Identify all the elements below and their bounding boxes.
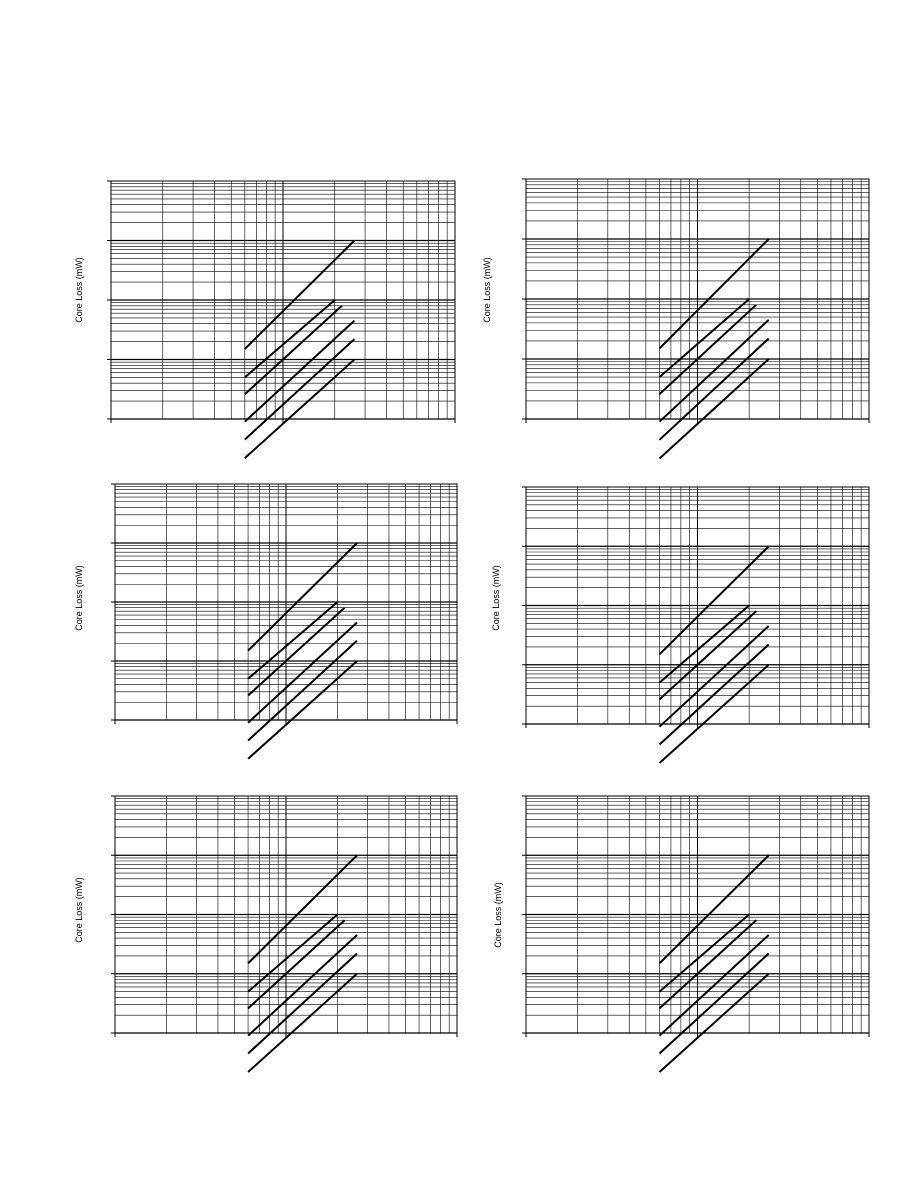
data-series xyxy=(245,241,355,459)
grid xyxy=(115,796,457,1033)
series-line-2 xyxy=(660,915,750,992)
y-axis-label: Core Loss (mW) xyxy=(73,257,84,323)
series-line-5 xyxy=(248,954,357,1054)
series-line-6 xyxy=(660,359,769,459)
y-axis-label: Core Loss (mW) xyxy=(73,877,84,943)
series-line-2 xyxy=(660,299,750,377)
series-line-2 xyxy=(248,602,337,679)
series-line-3 xyxy=(245,306,342,395)
chart-panel-4 xyxy=(526,487,869,724)
series-line-5 xyxy=(660,339,769,440)
y-axis-label: Core Loss (mW) xyxy=(73,565,84,631)
chart-panel-3 xyxy=(115,484,457,720)
series-line-2 xyxy=(245,300,335,377)
grid xyxy=(526,796,869,1033)
series-line-4 xyxy=(660,935,769,1036)
data-series xyxy=(660,855,769,1072)
series-line-6 xyxy=(660,665,769,763)
series-line-2 xyxy=(248,915,337,992)
chart-plot-area xyxy=(115,796,457,1033)
y-axis-label: Core Loss (mW) xyxy=(490,565,501,631)
grid xyxy=(526,487,869,724)
axis-ticks xyxy=(111,484,457,724)
series-line-1 xyxy=(248,855,357,963)
axis-ticks xyxy=(522,796,869,1037)
series-line-4 xyxy=(248,623,357,723)
chart-plot-area xyxy=(526,796,869,1033)
chart-plot-area xyxy=(115,484,457,720)
series-line-6 xyxy=(248,661,357,759)
series-line-5 xyxy=(660,954,769,1054)
series-line-1 xyxy=(660,855,769,963)
series-line-2 xyxy=(660,606,750,683)
y-axis-label: Core Loss (mW) xyxy=(492,882,503,948)
series-line-1 xyxy=(660,546,769,654)
series-line-3 xyxy=(248,608,345,696)
grid xyxy=(115,484,457,720)
series-line-3 xyxy=(660,305,757,394)
series-line-1 xyxy=(660,239,769,348)
axis-ticks xyxy=(522,179,869,423)
series-line-1 xyxy=(245,241,355,350)
chart-panel-1 xyxy=(111,181,455,419)
series-line-3 xyxy=(248,920,345,1008)
chart-plot-area xyxy=(526,487,869,724)
series-line-1 xyxy=(248,543,357,651)
axis-ticks xyxy=(522,487,869,728)
data-series xyxy=(660,239,769,459)
axis-ticks xyxy=(111,796,457,1037)
axis-ticks xyxy=(107,181,455,423)
chart-panel-2 xyxy=(526,179,869,419)
series-line-5 xyxy=(248,641,357,741)
chart-plot-area xyxy=(526,179,869,419)
series-line-4 xyxy=(660,320,769,422)
data-series xyxy=(660,546,769,763)
series-line-4 xyxy=(245,321,355,422)
chart-plot-area xyxy=(111,181,455,419)
series-line-3 xyxy=(660,920,757,1008)
data-series xyxy=(248,855,357,1072)
series-line-6 xyxy=(660,974,769,1072)
grid xyxy=(111,181,455,419)
series-line-6 xyxy=(248,974,357,1072)
series-line-4 xyxy=(660,626,769,727)
series-line-3 xyxy=(660,611,757,699)
chart-panel-6 xyxy=(526,796,869,1033)
series-line-5 xyxy=(245,339,355,440)
series-line-5 xyxy=(660,645,769,745)
chart-panel-5 xyxy=(115,796,457,1033)
y-axis-label: Core Loss (mW) xyxy=(481,257,492,323)
grid xyxy=(526,179,869,419)
data-series xyxy=(248,543,357,759)
series-line-6 xyxy=(245,360,355,459)
series-line-4 xyxy=(248,935,357,1036)
